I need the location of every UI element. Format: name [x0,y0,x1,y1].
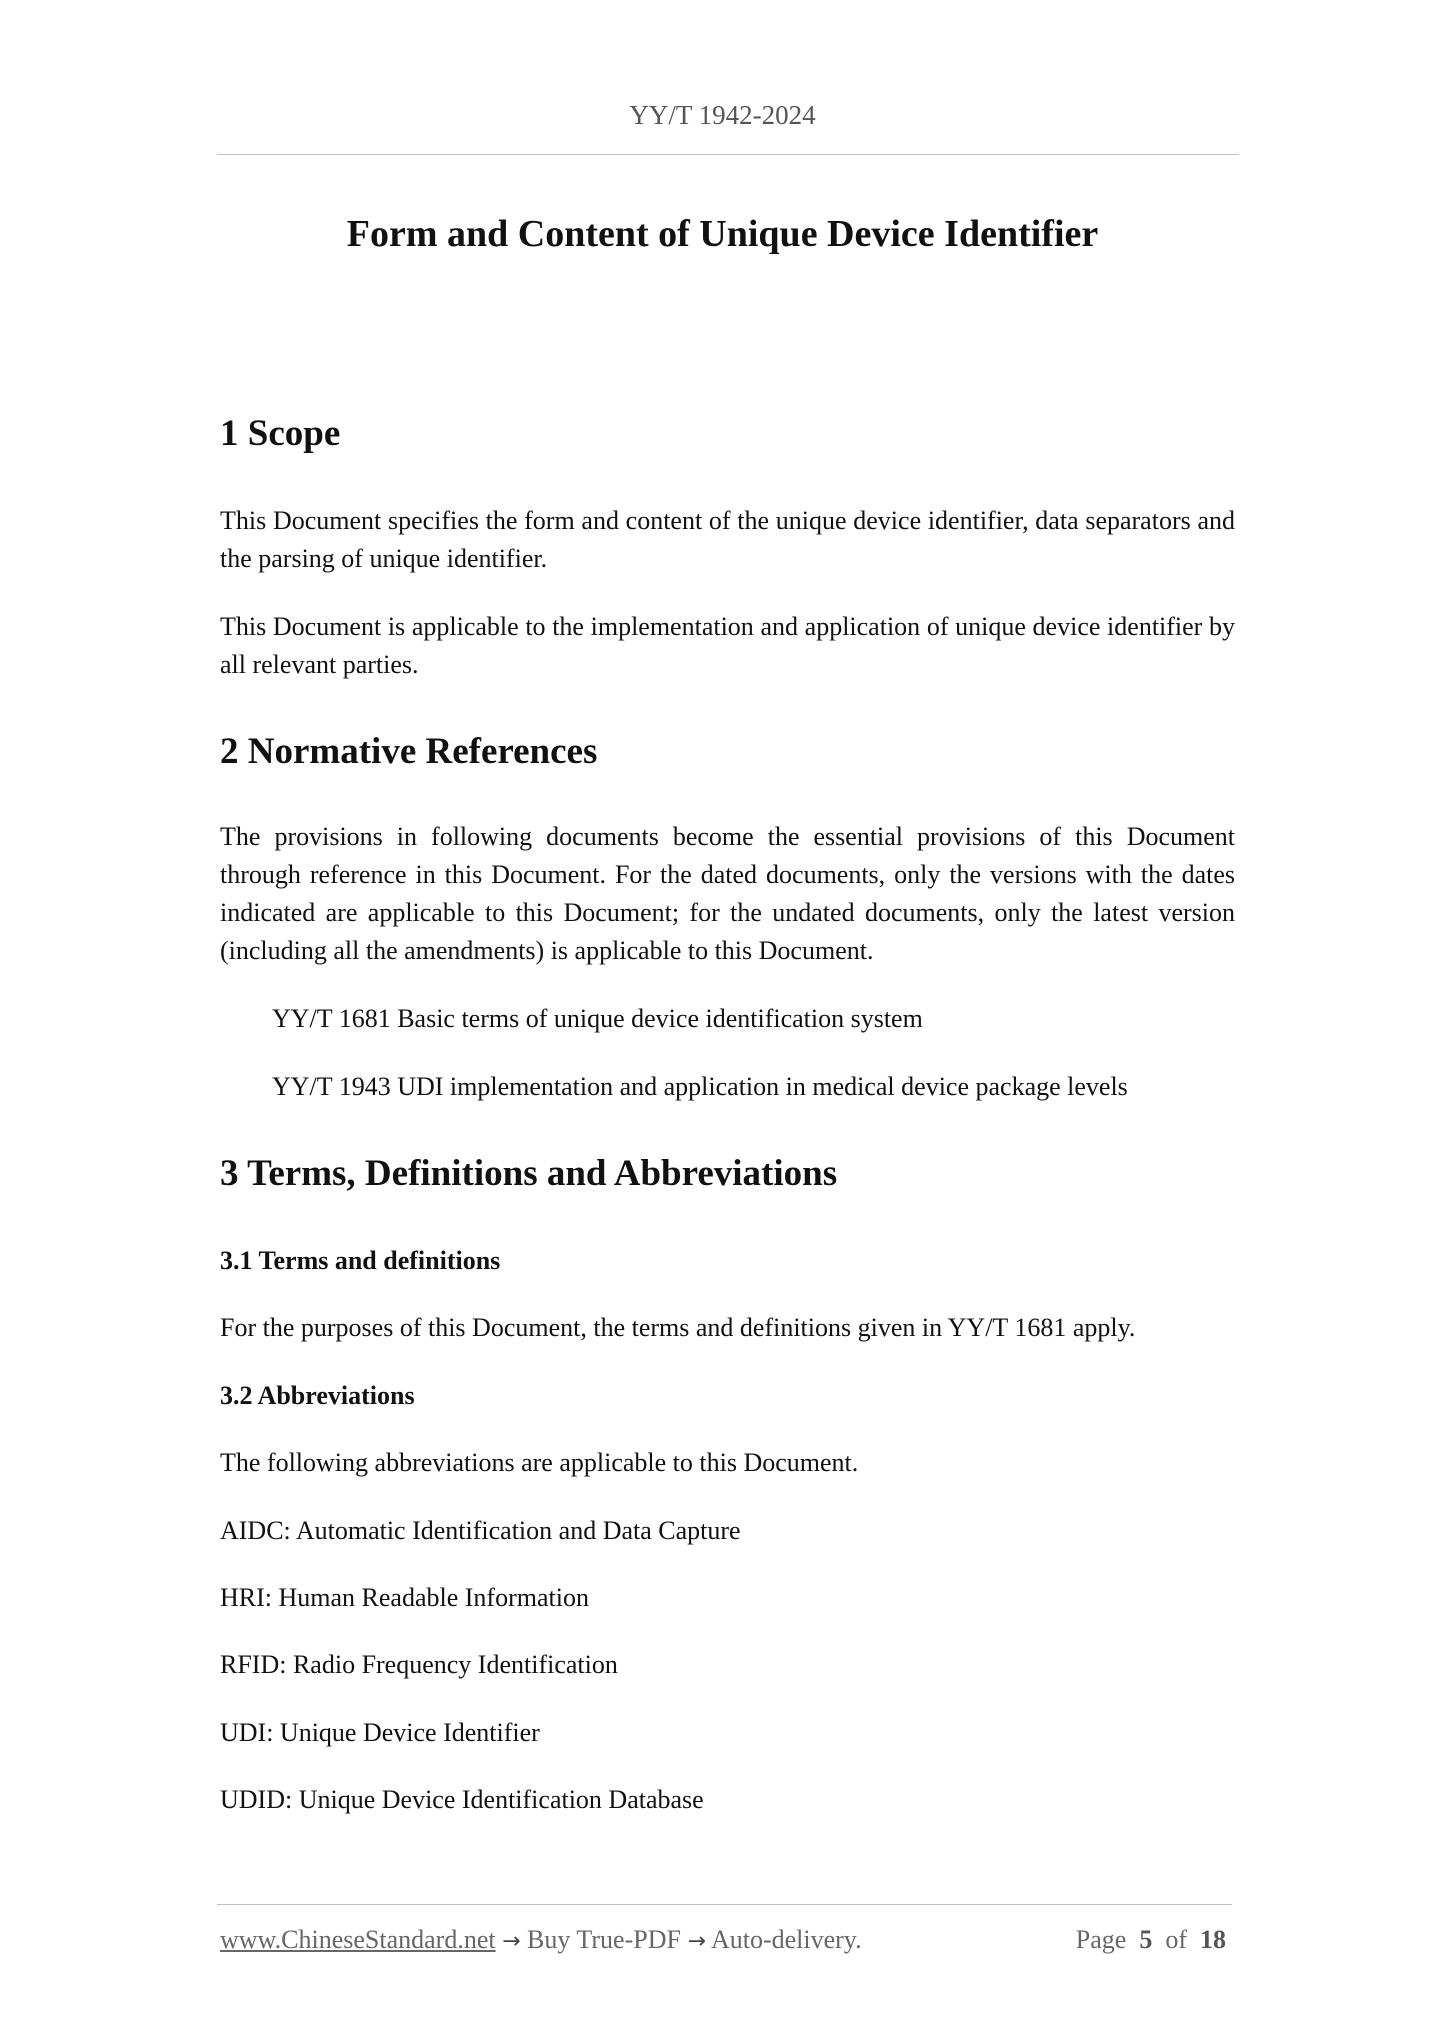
footer-promo [220,1925,862,1955]
scope-paragraph-2: This Document is applicable to the implementation and application of unique device identifier by all relevant parties. [220,612,1235,679]
total-pages-number: 18 [1200,1925,1226,1954]
subsection-3-1-heading: 3.1 Terms and definitions [220,1246,501,1275]
abbreviation-item: UDI: Unique Device Identifier [220,1718,540,1747]
abbreviation-item: HRI: Human Readable Information [220,1583,589,1612]
auto-delivery-text: Auto-delivery. [710,1925,862,1954]
reference-item: YY/T 1943 UDI implementation and application in medical device package levels [272,1072,1128,1101]
section-3-heading: 3 Terms, Definitions and Abbreviations [220,1153,838,1194]
footer-divider [217,1904,1232,1905]
header-divider [217,154,1239,155]
abbreviation-item: UDID: Unique Device Identification Database [220,1785,704,1814]
abbreviation-item: AIDC: Automatic Identification and Data Capture [220,1516,741,1545]
abbreviation-item: RFID: Radio Frequency Identification [220,1650,618,1679]
abbreviations-intro: The following abbreviations are applicable to this Document. [220,1448,859,1477]
subsection-3-2-heading: 3.2 Abbreviations [220,1381,415,1410]
document-code-header: YY/T 1942-2024 [629,100,816,130]
scope-paragraph-1: This Document specifies the form and content of the unique device identifier, data separators and the parsing of unique identifier. [220,506,1235,573]
page-label: Page [1075,1925,1127,1954]
section-2-heading: 2 Normative References [220,731,598,772]
normative-references-paragraph: The provisions in following documents become the essential provisions of this Document through reference in this Document. For the dated documents, only the versions with the dates indicated are applicable to this Document; for the undated documents, only the latest version (including all the amendments) is applicable to this Document. [220,822,1235,965]
buy-true-pdf-text: Buy True-PDF [527,1925,681,1954]
arrow-right-icon: → [687,1929,706,1954]
arrow-right-icon: → [502,1929,521,1954]
page-indicator [1076,1925,1226,1955]
section-1-heading: 1 Scope [220,413,341,454]
document-title: Form and Content of Unique Device Identifier [346,213,1099,255]
terms-definitions-text: For the purposes of this Document, the terms and definitions given in YY/T 1681 apply. [220,1313,1136,1342]
page-of-label: of [1165,1925,1187,1954]
current-page-number: 5 [1139,1925,1153,1954]
website-link[interactable]: www.ChineseStandard.net [220,1925,496,1954]
reference-item: YY/T 1681 Basic terms of unique device identification system [272,1004,923,1033]
